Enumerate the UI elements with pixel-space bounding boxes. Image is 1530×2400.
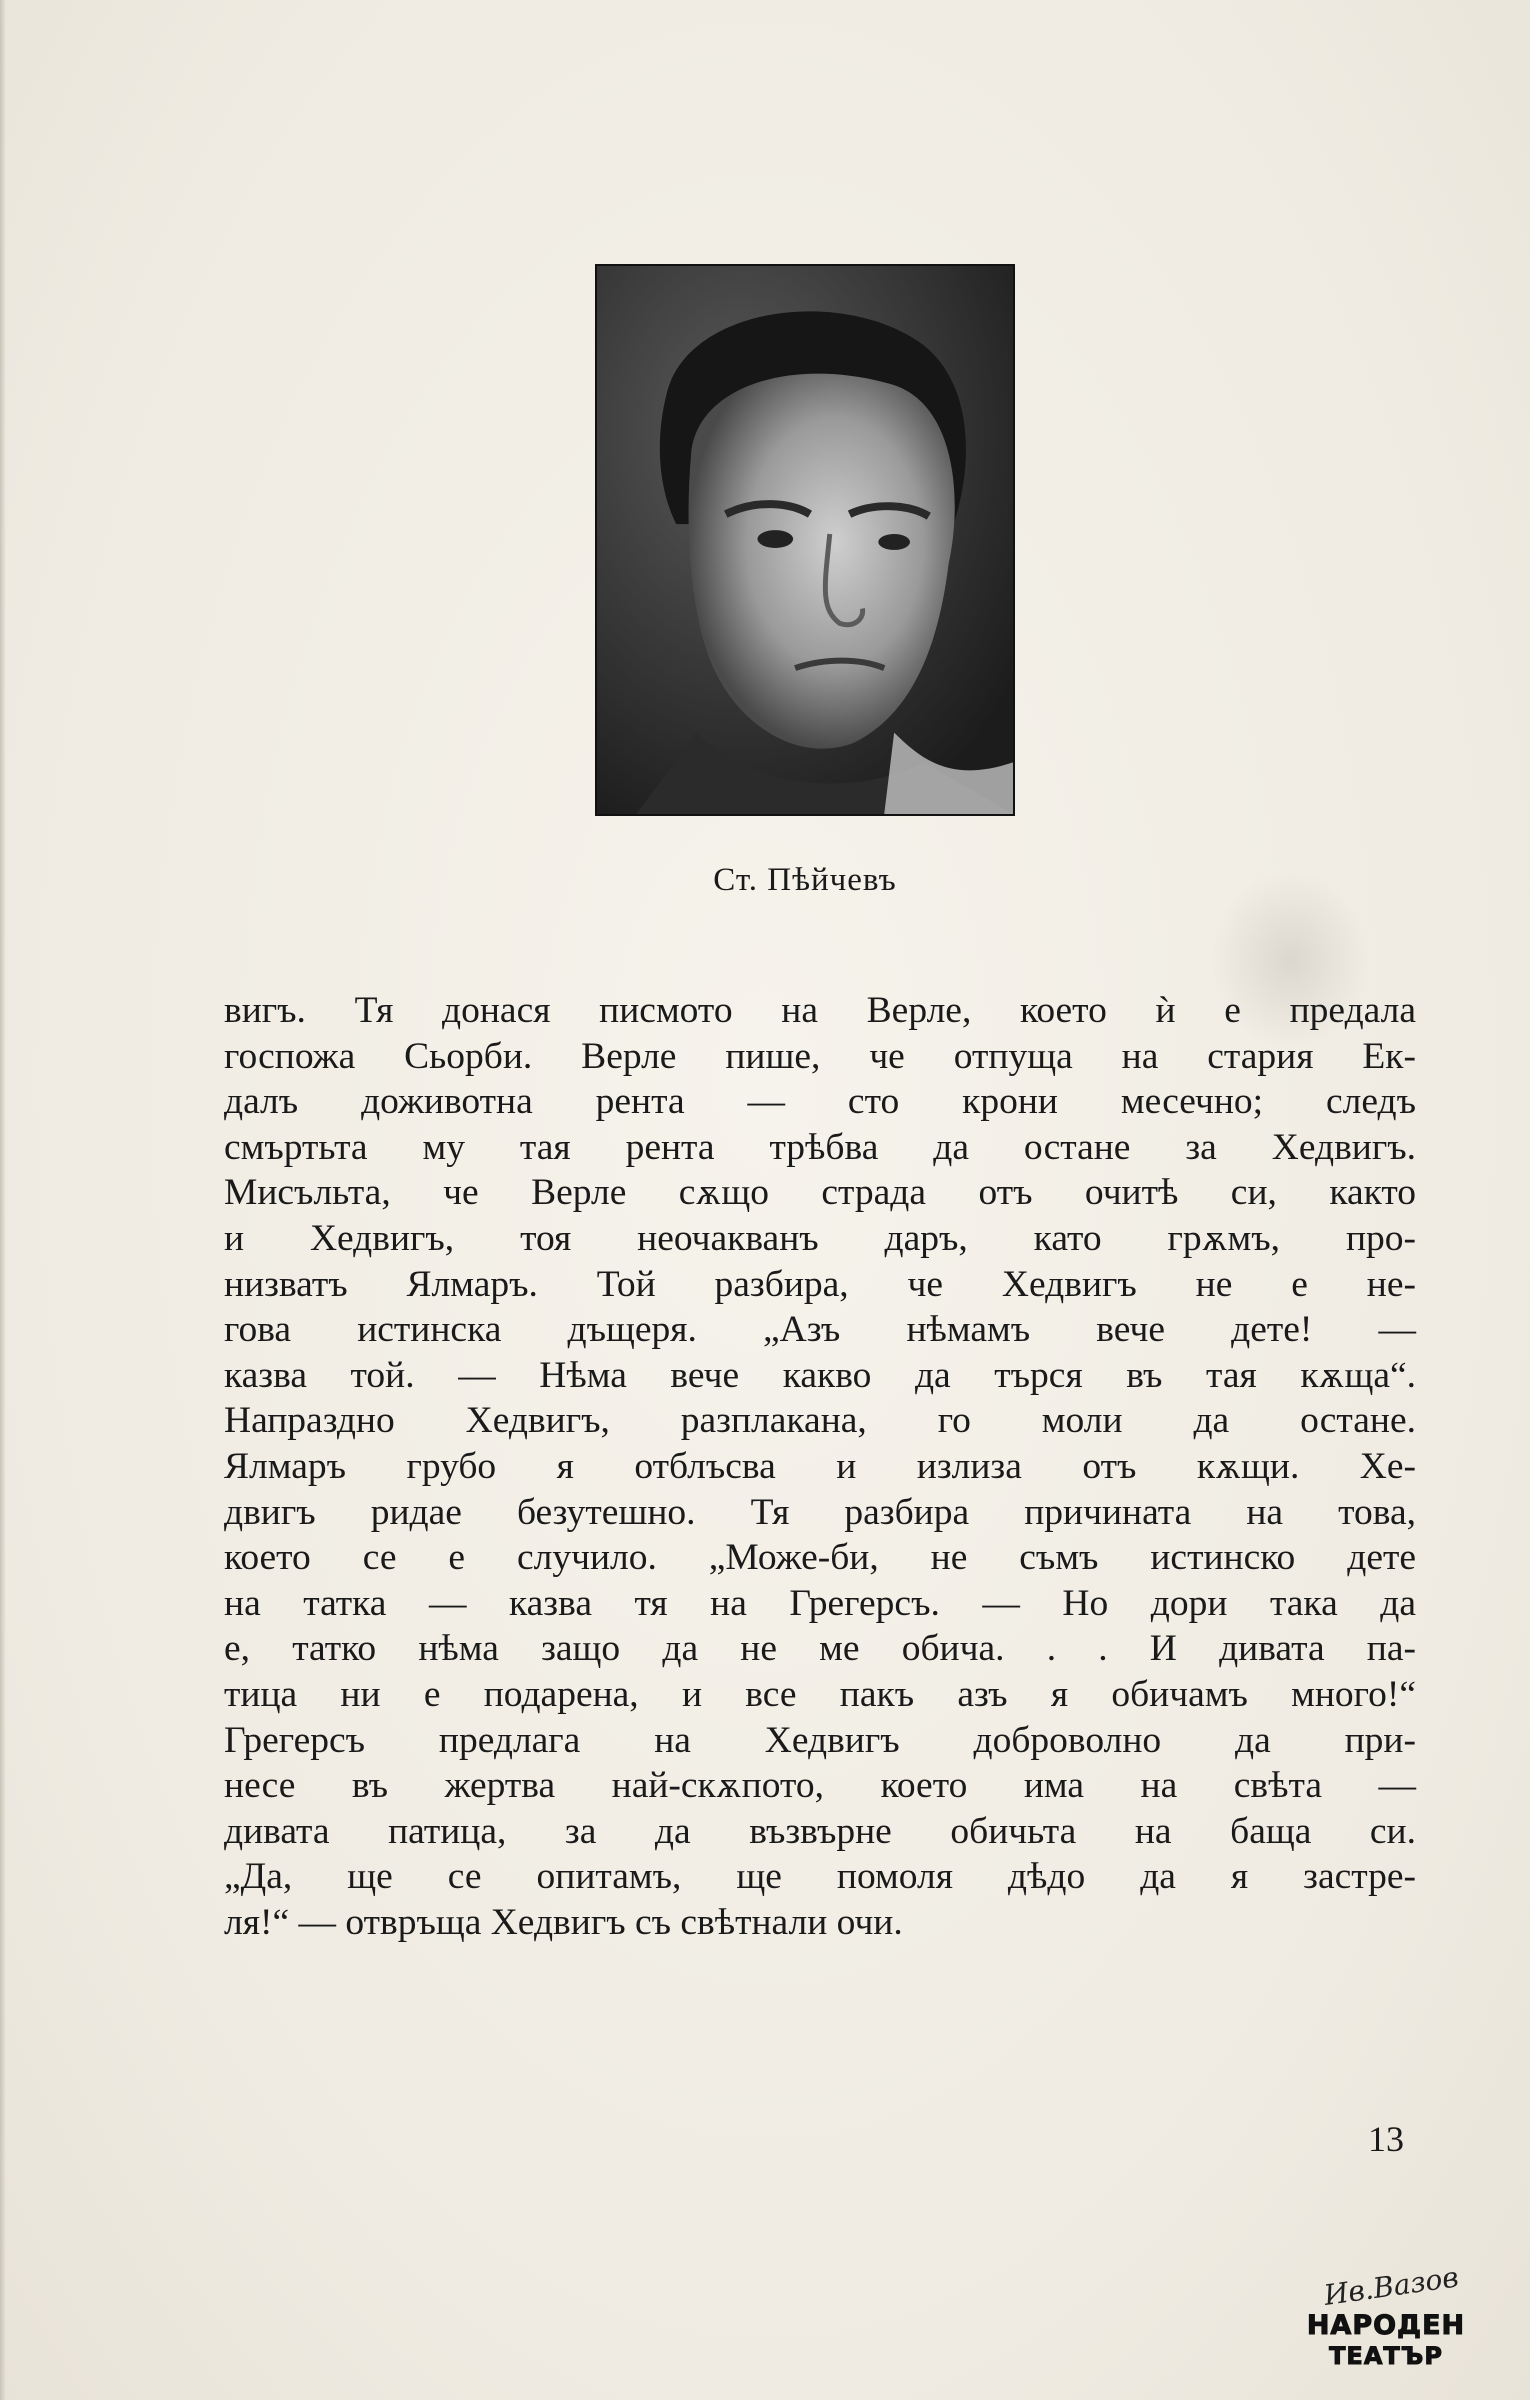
photo-caption: Ст. Пѣйчевъ [713, 862, 897, 898]
text-line: казва той. — Нѣма вече какво да търся въ тая кѫща“. [224, 1354, 1416, 1396]
page-number: 13 [1368, 2119, 1404, 2159]
logo-line-2: ТЕАТЪР [1329, 2342, 1443, 2370]
logo-line-1: НАРОДЕН [1306, 2310, 1466, 2341]
body-text [224, 988, 1416, 1945]
text-line: несе въ жертва най-скѫпото, което има на свѣта — [224, 1765, 1416, 1807]
text-line: Ялмаръ грубо я отблъсва и излиза отъ кѫщи. Хе- [224, 1445, 1416, 1487]
text-line: смъртьта му тая рента трѣбва да остане за Хедвигъ. [224, 1126, 1416, 1168]
text-line: Напраздно Хедвигъ, разплакана, го моли да остане. [224, 1400, 1416, 1442]
theatre-logo [1306, 2260, 1466, 2380]
text-line: Грегерсъ предлага на Хедвигъ доброволно да при- [224, 1719, 1416, 1761]
text-line: вигъ. Тя донася писмото на Верле, което ѝ е предала [224, 990, 1416, 1031]
text-line: тица ни е подарена, и все пакъ азъ я обичамъ много!“ [224, 1673, 1416, 1715]
logo-signature: Ив.Вазов [1321, 2260, 1461, 2312]
text-line: далъ доживотна рента — сто крони месечно; следъ [224, 1081, 1416, 1123]
text-line: гова истинска дъщеря. „Азъ нѣмамъ вече дете! — [224, 1309, 1416, 1351]
text-line: дивата патица, за да възвърне обичьта на баща си. [224, 1810, 1416, 1852]
text-line: което се е случило. „Може-би, не съмъ истинско дете [224, 1537, 1416, 1579]
text-line: ля!“ — отвръща Хедвигъ съ свѣтнали очи. [224, 1901, 903, 1943]
text-line: низватъ Ялмаръ. Той разбира, че Хедвигъ не е не- [224, 1263, 1416, 1305]
text-line: на татка — казва тя на Грегерсъ. — Но дори така да [224, 1582, 1416, 1624]
portrait-image [597, 266, 1013, 814]
text-line: Мисъльта, че Верле сѫщо страда отъ очитѣ си, както [224, 1172, 1416, 1214]
text-line: и Хедвигъ, тоя неочакванъ даръ, като грѫмъ, про- [224, 1217, 1416, 1259]
portrait-photo [595, 264, 1015, 816]
text-line: „Да, ще се опитамъ, ще помоля дѣдо да я застре- [224, 1856, 1416, 1898]
text-line: е, татко нѣма защо да не ме обича. . . И дивата па- [224, 1628, 1416, 1670]
text-line: двигъ ридае безутешно. Тя разбира причината на това, [224, 1491, 1416, 1533]
text-line: госпожа Сьорби. Верле пише, че отпуща на стария Ек- [224, 1035, 1416, 1077]
scan-edge [0, 0, 6, 2400]
